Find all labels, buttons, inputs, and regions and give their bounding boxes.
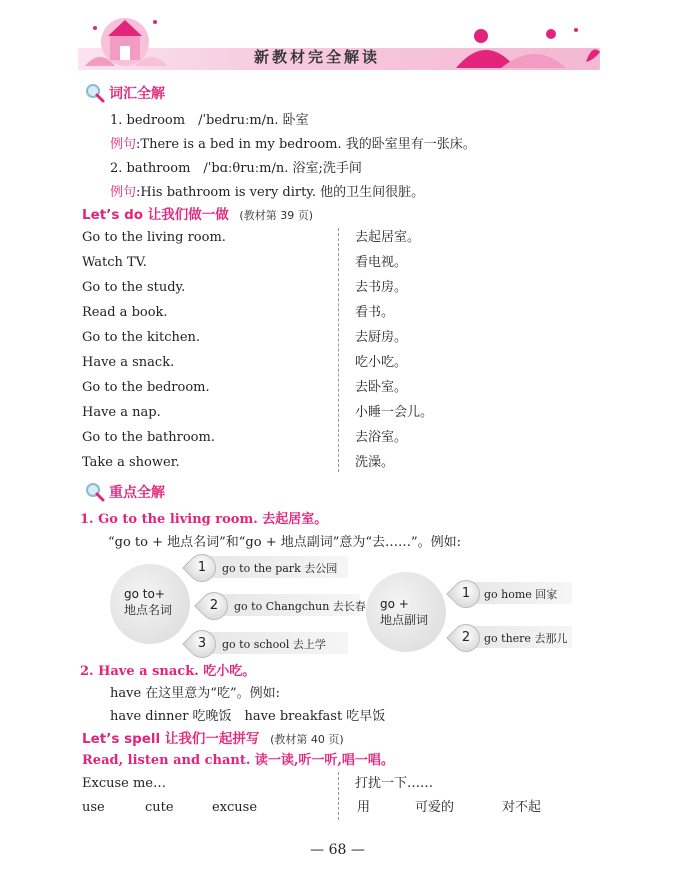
point1-title: 1. Go to the living room. 去起居室。 xyxy=(80,512,328,527)
lets-do-en: Take a shower. xyxy=(82,455,180,470)
spell-right-line: 打扰一下…… xyxy=(355,776,434,791)
lets-spell-divider xyxy=(338,772,339,820)
spell-word-en: cute xyxy=(145,800,174,815)
lets-spell-subtitle: Read, listen and chant. 读一读,听一听,唱一唱。 xyxy=(82,753,394,768)
diagram-item-text: go to school 去上学 xyxy=(222,638,326,651)
example-text: :There is a bed in my bedroom. 我的卧室里有一张床。 xyxy=(136,137,476,152)
example-label: 例句 xyxy=(110,185,137,200)
vocab-section-title xyxy=(84,83,165,103)
lets-spell-title xyxy=(82,731,344,748)
lets-do-title-text: Let’s do 让我们做一做 xyxy=(82,207,229,223)
lets-do-en: Go to the bathroom. xyxy=(82,430,215,445)
diagram-item-text: go there 去那儿 xyxy=(484,632,568,645)
lets-spell-ref: (教材第 40 页) xyxy=(270,733,344,746)
example-text: :His bathroom is very dirty. 他的卫生间很脏。 xyxy=(136,185,425,200)
lets-do-zh: 去厨房。 xyxy=(355,330,408,345)
lets-do-zh: 小睡一会儿。 xyxy=(355,405,434,420)
castle-decoration-icon xyxy=(80,8,170,68)
point2-title: 2. Have a snack. 吃小吃。 xyxy=(80,664,256,679)
header-title: 新教材完全解读 xyxy=(254,48,381,66)
vocab-item-bedroom: 1. bedroom /ˈbedruːm/n. 卧室 xyxy=(110,113,309,128)
key-points-title-text: 重点全解 xyxy=(109,485,165,501)
diagram-item-text: go home 回家 xyxy=(484,588,558,601)
lets-do-en: Watch TV. xyxy=(82,255,147,270)
lets-do-zh: 去卧室。 xyxy=(355,380,408,395)
spell-left-line: Excuse me… xyxy=(82,776,166,791)
diagram-go-to-noun xyxy=(110,556,366,656)
diagram-go-adverb xyxy=(366,570,576,660)
lets-do-title xyxy=(82,207,313,224)
spell-word-en: excuse xyxy=(212,800,258,815)
lets-do-en: Have a nap. xyxy=(82,405,161,420)
example-label: 例句 xyxy=(110,137,137,152)
diagram-center-label xyxy=(124,586,172,618)
item-number: 2 xyxy=(461,630,471,645)
center-line-1: go + xyxy=(380,597,409,611)
item-number: 1 xyxy=(461,586,471,601)
lets-do-zh: 去浴室。 xyxy=(355,430,408,445)
spell-word-zh: 对不起 xyxy=(502,800,542,815)
lets-do-en: Go to the kitchen. xyxy=(82,330,201,345)
lets-do-en: Go to the bedroom. xyxy=(82,380,210,395)
point2-example: have dinner 吃晚饭 have breakfast 吃早饭 xyxy=(110,709,386,724)
point1-desc: “go to + 地点名词”和“go + 地点副词”意为“去……”。例如: xyxy=(108,535,462,550)
page-header xyxy=(78,8,600,70)
lets-do-en: Go to the study. xyxy=(82,280,186,295)
item-number: 1 xyxy=(197,560,207,575)
vocab-example-1 xyxy=(110,137,476,153)
spell-word-zh: 可爱的 xyxy=(415,800,455,815)
lets-do-zh: 吃小吃。 xyxy=(355,355,408,370)
center-line-2: 地点名词 xyxy=(124,603,173,617)
magnifier-icon xyxy=(84,83,106,103)
lets-do-en: Have a snack. xyxy=(82,355,175,370)
magnifier-icon xyxy=(84,482,106,502)
lets-do-zh: 去书房。 xyxy=(355,280,408,295)
diagram-item-text: go to the park 去公园 xyxy=(222,562,338,575)
lets-do-zh: 看书。 xyxy=(355,305,395,320)
key-points-section-title xyxy=(84,482,165,502)
lets-do-en: Go to the living room. xyxy=(82,230,226,245)
vocab-example-2 xyxy=(110,185,424,201)
diagram-item-text: go to Changchun 去长春 xyxy=(234,600,366,613)
center-line-2: 地点副词 xyxy=(380,613,429,627)
lets-do-zh: 去起居室。 xyxy=(355,230,421,245)
lets-spell-title-text: Let’s spell 让我们一起拼写 xyxy=(82,731,260,747)
spell-word-zh: 用 xyxy=(357,800,371,815)
vocab-title-text: 词汇全解 xyxy=(109,86,165,102)
page-number: — 68 — xyxy=(310,842,365,858)
point2-desc: have 在这里意为“吃”。例如: xyxy=(110,686,280,701)
lets-do-en: Read a book. xyxy=(82,305,168,320)
item-number: 2 xyxy=(209,598,219,613)
item-number: 3 xyxy=(197,636,207,651)
lets-do-divider xyxy=(338,228,339,472)
center-line-1: go to+ xyxy=(124,587,165,601)
diagram-center-label xyxy=(380,596,428,628)
lets-do-zh: 看电视。 xyxy=(355,255,408,270)
flower-decoration-icon xyxy=(456,22,606,68)
vocab-item-bathroom: 2. bathroom /ˈbɑːθruːm/n. 浴室;洗手间 xyxy=(110,161,362,176)
spell-word-en: use xyxy=(82,800,105,815)
lets-do-zh: 洗澡。 xyxy=(355,455,395,470)
lets-do-ref: (教材第 39 页) xyxy=(239,209,313,222)
